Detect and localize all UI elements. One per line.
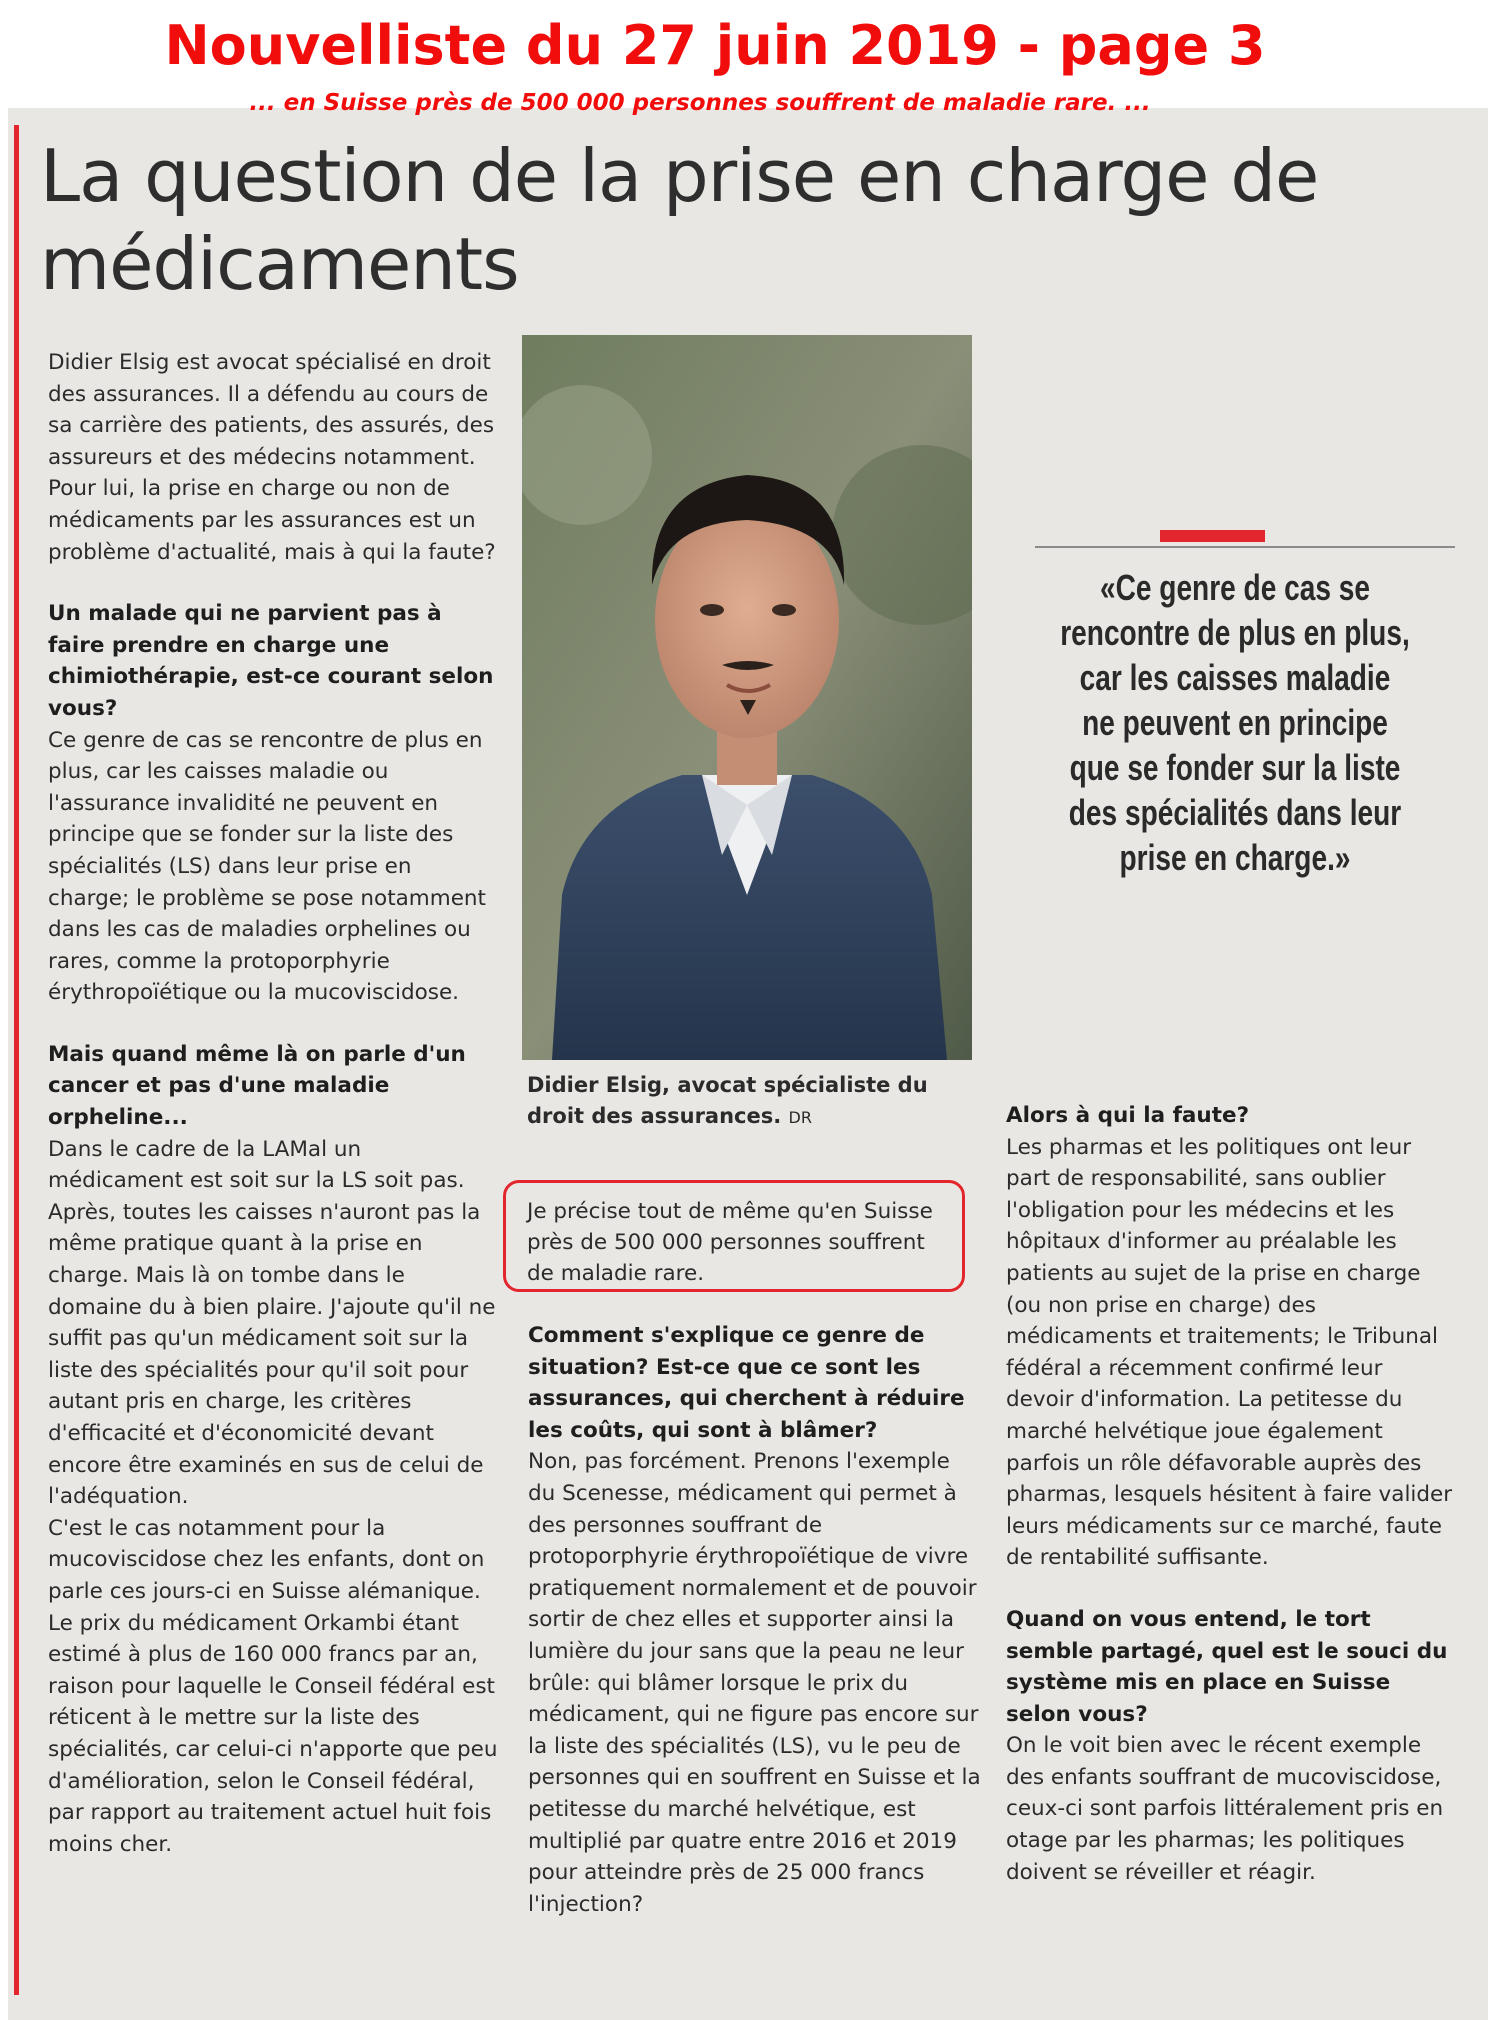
- photo-caption-text: Didier Elsig, avocat spécialiste du droit des assurances.: [527, 1073, 928, 1128]
- pull-quote-rule: [1035, 546, 1455, 548]
- interview-answer: Dans le cadre de la LAMal un médicament est soit sur la LS soit pas. Après, toutes les caisses n'auront pas la même pratique quant à la prise en charge. Mais là on tombe dans le domaine du à bien plaire. J'ajoute qu'il ne suffit pas qu'un médicament soit sur la liste des spécialités pour qu'il soit pour autant pris en charge, les critères d'efficacité et d'économicité devant encore être examinés en sus de celui de l'adéquation.: [48, 1136, 496, 1510]
- clipping-title: Nouvelliste du 27 juin 2019 - page 3: [164, 14, 1266, 77]
- highlighted-statement: Je précise tout de même qu'en Suisse près de 500 000 personnes souffrent de maladie rare.: [527, 1199, 933, 1286]
- photo-credit: DR: [788, 1108, 812, 1127]
- article-column-3: [1006, 1100, 1456, 1888]
- pull-quote: «Ce genre de cas se rencontre de plus en plus, car les caisses maladie ne peuvent en principe que se fonder sur la liste des spécialités dans leur prise en charge.»: [1060, 567, 1410, 878]
- interview-question: Comment s'explique ce genre de situation? Est-ce que ce sont les assurances, qui cherchent à réduire les coûts, qui sont à blâmer?: [528, 1323, 965, 1443]
- interview-answer: Non, pas forcément. Prenons l'exemple du Scenesse, médicament qui permet à des personnes souffrant de protoporphyrie érythropoïétique de vivre pratiquement normalement et de pouvoir sortir de chez elles et supporter ainsi la lumière du jour sans que la peau ne leur brûle: qui blâmer lorsque le prix du médicament, qui ne figure pas encore sur la liste des spécialités (LS), vu le peu de personnes qui en souffrent en Suisse et la petitesse du marché helvétique, est multiplié par quatre entre 2016 et 2019 pour atteindre près de 25 000 francs l'injection?: [528, 1449, 981, 1917]
- clipping-subtitle: ... en Suisse près de 500 000 personnes souffrent de maladie rare. ...: [249, 90, 1151, 116]
- article-column-1: [48, 347, 498, 1860]
- interview-question: Mais quand même là on parle d'un cancer et pas d'une maladie orpheline...: [48, 1041, 466, 1131]
- article-column-2: [528, 1320, 983, 1920]
- interview-question: Un malade qui ne parvient pas à faire prendre en charge une chimiothérapie, est-ce courant selon vous?: [48, 601, 494, 721]
- interview-answer: On le voit bien avec le récent exemple des enfants souffrant de mucoviscidose, ceux-ci sont parfois littéralement pris en otage par les pharmas; les politiques doivent se réveiller et réagir.: [1006, 1733, 1444, 1885]
- interview-question: Quand on vous entend, le tort semble partagé, quel est le souci du système mis en place en Suisse selon vous?: [1006, 1606, 1448, 1727]
- accent-rule: [14, 125, 19, 1995]
- photo-caption: [527, 1070, 977, 1133]
- interview-answer: Ce genre de cas se rencontre de plus en plus, car les caisses maladie ou l'assurance invalidité ne peuvent en principe que se fonder sur la liste des spécialités (LS) dans leur prise en charge; le problème se pose notamment dans les cas de maladies orphelines ou rares, comme la protoporphyrie érythropoïétique ou la mucoviscidose.: [48, 727, 486, 1006]
- article-headline: La question de la prise en charge de médicaments: [40, 134, 1319, 306]
- interview-answer: Les pharmas et les politiques ont leur part de responsabilité, sans oublier l'obligation pour les médecins et les hôpitaux d'informer au préalable les patients au sujet de la prise en charge (ou non prise en charge) des médicaments et traitements; le Tribunal fédéral a récemment confirmé leur devoir d'information. La petitesse du marché helvétique joue également parfois un rôle défavorable auprès des pharmas, lesquels hésitent à faire valider leurs médicaments sur ce marché, faute de rentabilité suffisante.: [1006, 1134, 1453, 1571]
- interview-question: Alors à qui la faute?: [1006, 1103, 1250, 1128]
- intro-paragraph: Didier Elsig est avocat spécialisé en droit des assurances. Il a défendu au cours de sa carrière des patients, des assurés, des assureurs et des médecins notamment. Pour lui, la prise en charge ou non de médicaments par les assurances est un problème d'actualité, mais à qui la faute?: [48, 350, 496, 565]
- interview-answer: C'est le cas notamment pour la mucoviscidose chez les enfants, dont on parle ces jours-ci en Suisse alémanique. Le prix du médicament Orkambi étant estimé à plus de 160 000 francs par an, raison pour laquelle le Conseil fédéral est réticent à le mettre sur la liste des spécialités, car celui-ci n'apporte que peu d'amélioration, selon le Conseil fédéral, par rapport au traitement actuel huit fois moins cher.: [48, 1515, 498, 1857]
- pull-quote-accent: [1160, 530, 1265, 542]
- portrait-photo: [522, 335, 972, 1060]
